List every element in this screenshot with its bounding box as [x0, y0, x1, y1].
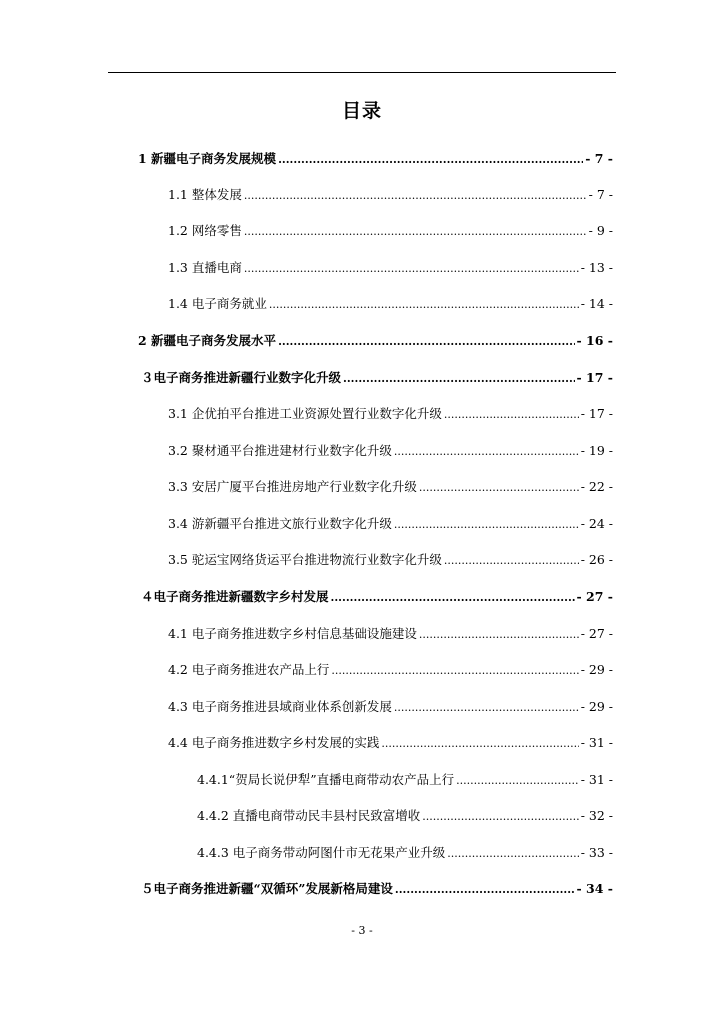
toc-entry-page: - 22 - [580, 479, 613, 494]
toc-entry[interactable] [168, 734, 613, 753]
toc-entry[interactable] [141, 369, 613, 388]
toc-entry[interactable] [168, 661, 613, 680]
toc-entry[interactable] [141, 880, 613, 899]
toc-entry[interactable] [138, 332, 613, 351]
toc-entry-page: - 24 - [580, 516, 613, 531]
toc-entry-label: ３电子商务推进新疆行业数字化升级 [141, 370, 342, 385]
toc-entry-label: 3.5 驼运宝网络货运平台推进物流行业数字化升级 [168, 552, 442, 567]
toc-entry-label: 4.4 电子商务推进数字乡村发展的实践 [168, 735, 380, 750]
toc-entry-label: 4.4.1“贺局长说伊犁”直播电商带动农产品上行 [197, 772, 455, 787]
toc-entry-label: 3.1 企优拍平台推进工业资源处置行业数字化升级 [168, 406, 442, 421]
toc-entry[interactable] [168, 442, 613, 461]
toc-leader [394, 699, 579, 717]
toc-entry-page: - 31 - [580, 772, 613, 787]
toc-entry-label: ４电子商务推进新疆数字乡村发展 [141, 589, 329, 604]
toc-entry-page: - 19 - [580, 443, 613, 458]
toc-leader [456, 772, 579, 790]
toc-entry-page: - 31 - [580, 735, 613, 750]
toc-entry-page: - 17 - [580, 406, 613, 421]
toc-entry-label: 1.3 直播电商 [168, 260, 242, 275]
toc-entry-page: - 34 - [576, 881, 613, 896]
toc-leader [447, 845, 578, 863]
toc-entry-label: ５电子商务推进新疆“双循环”发展新格局建设 [141, 881, 393, 896]
toc-entry-page: - 33 - [580, 845, 613, 860]
toc-entry[interactable] [141, 588, 613, 607]
toc-leader [331, 589, 575, 607]
toc-leader [422, 808, 578, 826]
toc-leader [331, 662, 578, 680]
toc-entry-label: 1 新疆电子商务发展规模 [138, 151, 277, 166]
toc-entry-label: 1.2 网络零售 [168, 223, 242, 238]
toc-entry-label: 2 新疆电子商务发展水平 [138, 333, 277, 348]
toc-leader [395, 881, 575, 899]
toc-entry[interactable] [168, 515, 613, 534]
toc-entry-page: - 27 - [580, 626, 613, 641]
toc-entry-page: - 17 - [576, 370, 613, 385]
toc-entry-page: - 32 - [580, 808, 613, 823]
toc-entry[interactable] [168, 295, 613, 314]
toc-entry-page: - 13 - [580, 260, 613, 275]
toc-entry-label: 1.4 电子商务就业 [168, 296, 267, 311]
toc-entry-page: - 16 - [576, 333, 613, 348]
toc-entry-label: 3.2 聚材通平台推进建材行业数字化升级 [168, 443, 392, 458]
toc-leader [278, 333, 574, 351]
toc-entry[interactable] [197, 771, 613, 790]
toc-leader [419, 626, 579, 644]
toc-entry[interactable] [168, 551, 613, 570]
toc-entry-label: 4.4.2 直播电商带动民丰县村民致富增收 [197, 808, 421, 823]
toc-entry-page: - 14 - [580, 296, 613, 311]
toc-leader [394, 516, 579, 534]
toc-entry-label: 4.2 电子商务推进农产品上行 [168, 662, 330, 677]
toc-leader [343, 370, 575, 388]
toc-entry[interactable] [168, 259, 613, 278]
toc-entry-label: 1.1 整体发展 [168, 187, 242, 202]
toc-leader [394, 443, 579, 461]
toc-leader [244, 260, 579, 278]
toc-entry[interactable] [168, 478, 613, 497]
toc-entry[interactable] [168, 698, 613, 717]
toc-entry[interactable] [197, 844, 613, 863]
toc-entry-page: - 7 - [585, 151, 613, 166]
toc-entry-label: 4.3 电子商务推进县域商业体系创新发展 [168, 699, 392, 714]
toc-entry[interactable] [197, 807, 613, 826]
page-number: - 3 - [351, 924, 373, 937]
toc-entry[interactable] [168, 222, 613, 241]
toc-entry[interactable] [138, 150, 613, 169]
toc-entry-page: - 9 - [588, 223, 613, 238]
toc-leader [244, 223, 587, 241]
toc-entry-page: - 27 - [576, 589, 613, 604]
toc-entry-page: - 7 - [588, 187, 613, 202]
toc-entry[interactable] [168, 186, 613, 205]
toc-entry-label: 3.4 游新疆平台推进文旅行业数字化升级 [168, 516, 392, 531]
toc-leader [419, 479, 579, 497]
toc-leader [444, 552, 579, 570]
toc-entry-page: - 29 - [580, 699, 613, 714]
toc-leader [278, 151, 583, 169]
toc-entry-label: 3.3 安居广厦平台推进房地产行业数字化升级 [168, 479, 417, 494]
toc-leader [269, 296, 579, 314]
toc-entry-label: 4.4.3 电子商务带动阿图什市无花果产业升级 [197, 845, 446, 860]
toc-leader [444, 406, 579, 424]
toc-leader [381, 735, 578, 753]
toc-entry-page: - 26 - [580, 552, 613, 567]
toc-entry[interactable] [168, 625, 613, 644]
toc-entry-label: 4.1 电子商务推进数字乡村信息基础设施建设 [168, 626, 417, 641]
toc-entry[interactable] [168, 405, 613, 424]
toc-entry-page: - 29 - [580, 662, 613, 677]
page-title: 目录 [341, 100, 382, 122]
toc-leader [244, 187, 587, 205]
